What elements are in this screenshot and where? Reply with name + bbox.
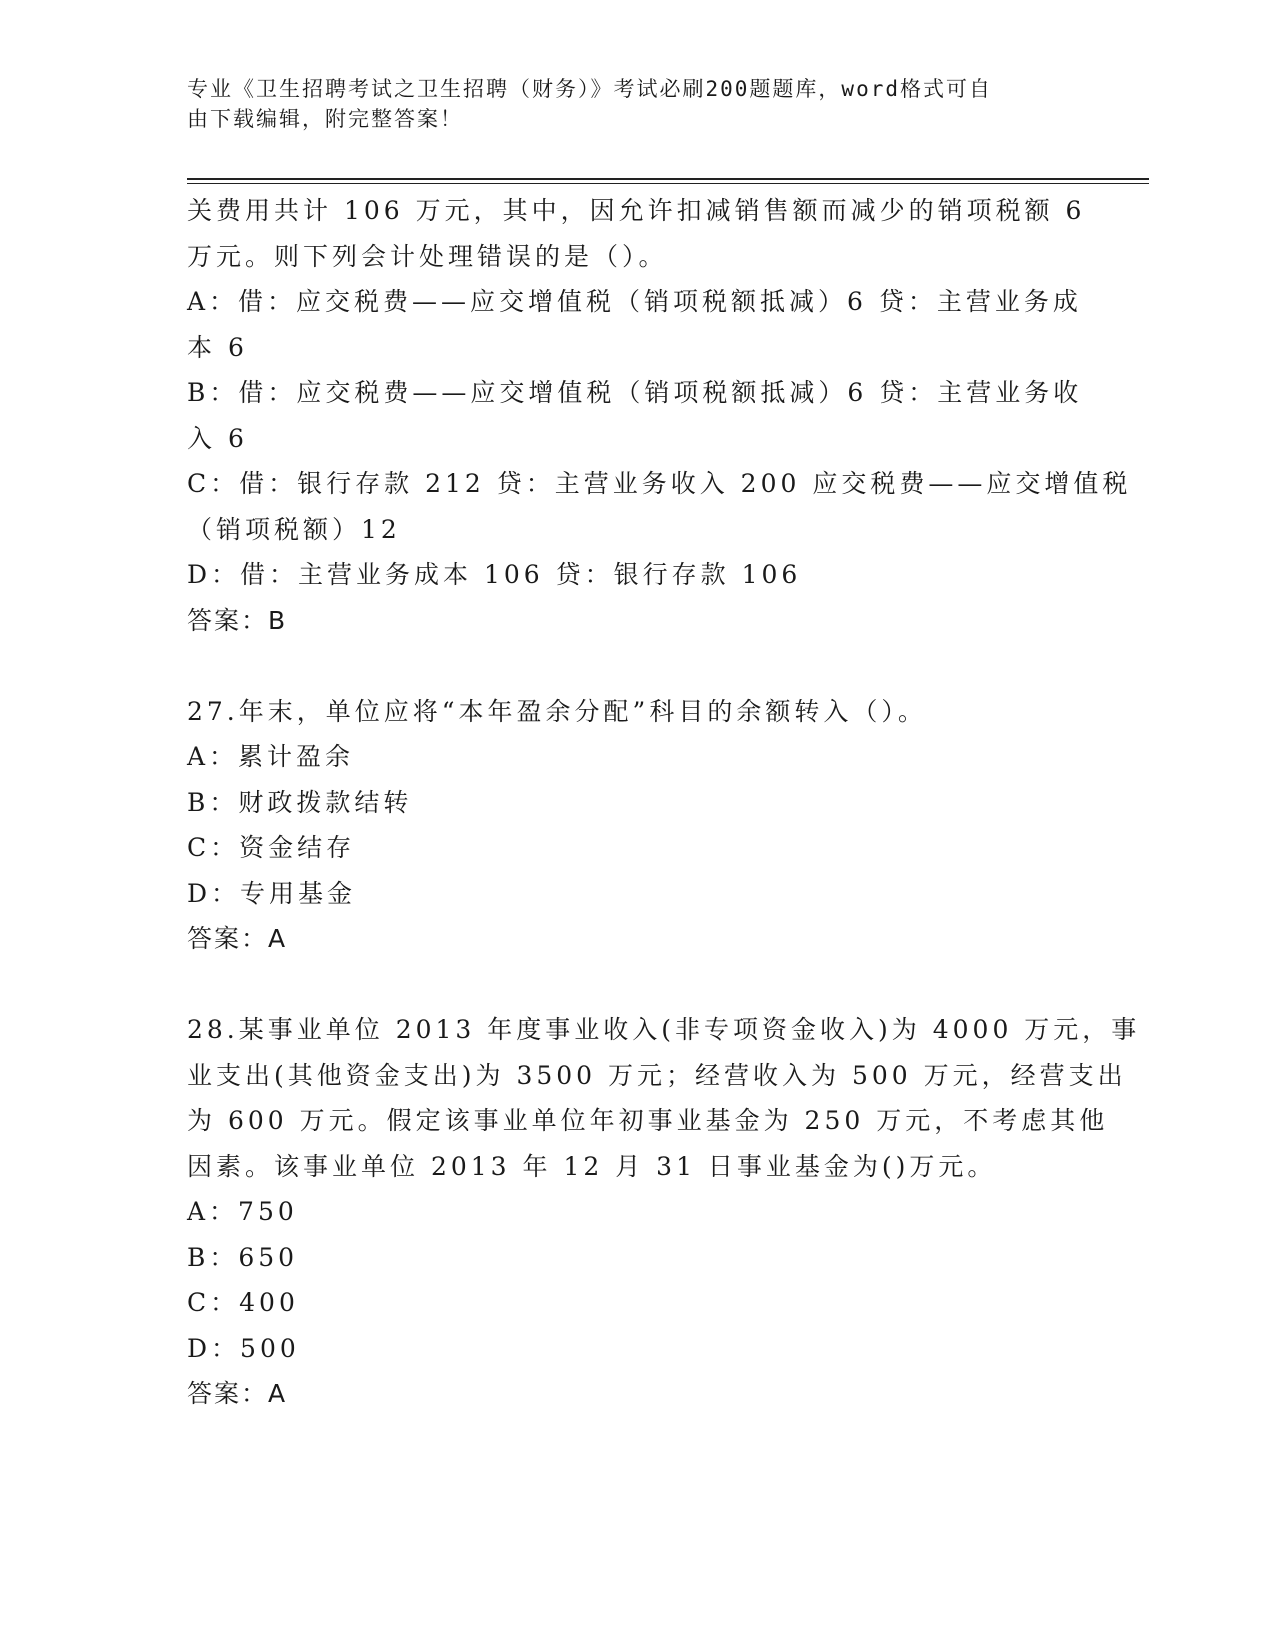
question-stem-line: 关费用共计 106 万元，其中，因允许扣减销售额而减少的销项税额 6 (187, 196, 1086, 225)
option-c: C：借：银行存款 212 贷：主营业务收入 200 应交税费——应交增值税 (187, 469, 1132, 498)
question-stem: 27.年末，单位应将“本年盈余分配”科目的余额转入（）。 (187, 696, 927, 726)
question-26-continuation (187, 188, 1132, 643)
question-stem-line: 28.某事业单位 2013 年度事业收入(非专项资金收入)为 4000 万元，事 (187, 1015, 1141, 1044)
question-27 (187, 689, 1077, 962)
option-b: B：借：应交税费——应交增值税（销项税额抵减）6 贷：主营业务收 (187, 378, 1083, 407)
answer-label: 答案：B (187, 605, 288, 635)
option-b: B：650 (187, 1242, 299, 1272)
option-a: A：借：应交税费——应交增值税（销项税额抵减）6 贷：主营业务成 (187, 287, 1082, 316)
option-b-continued: 入 6 (187, 423, 248, 453)
question-stem-line: 万元。则下列会计处理错误的是（）。 (187, 241, 668, 271)
answer-label: 答案：A (187, 1379, 288, 1408)
question-gap (187, 962, 1077, 1008)
header-divider-thin (187, 183, 1149, 184)
option-d: D：借：主营业务成本 106 贷：银行存款 106 (187, 560, 802, 589)
question-stem-line: 因素。该事业单位 2013 年 12 月 31 日事业基金为()万元。 (187, 1151, 997, 1181)
option-c: C：400 (187, 1288, 299, 1317)
option-b: B：财政拨款结转 (187, 787, 413, 817)
header-line-2: 由下载编辑，附完整答案！ (187, 107, 463, 131)
option-a-continued: 本 6 (187, 332, 248, 362)
header-divider-thick (187, 178, 1149, 180)
option-c-continued: （销项税额）12 (187, 514, 401, 544)
option-c: C：资金结存 (187, 833, 356, 862)
question-gap (187, 643, 1077, 689)
question-stem-line: 业支出(其他资金支出)为 3500 万元；经营收入为 500 万元，经营支出 (187, 1060, 1127, 1090)
question-stem-line: 为 600 万元。假定该事业单位年初事业基金为 250 万元，不考虑其他 (187, 1106, 1109, 1135)
option-d: D：500 (187, 1333, 300, 1363)
question-content (187, 188, 1141, 1417)
option-a: A：累计盈余 (187, 742, 355, 771)
option-a: A：750 (187, 1197, 298, 1226)
question-28 (187, 1007, 1141, 1417)
answer-label: 答案：A (187, 924, 288, 953)
page-header (187, 74, 1067, 134)
header-line-1: 专业《卫生招聘考试之卫生招聘（财务）》考试必刷200题题库，word格式可自 (187, 77, 992, 101)
option-d: D：专用基金 (187, 878, 357, 908)
